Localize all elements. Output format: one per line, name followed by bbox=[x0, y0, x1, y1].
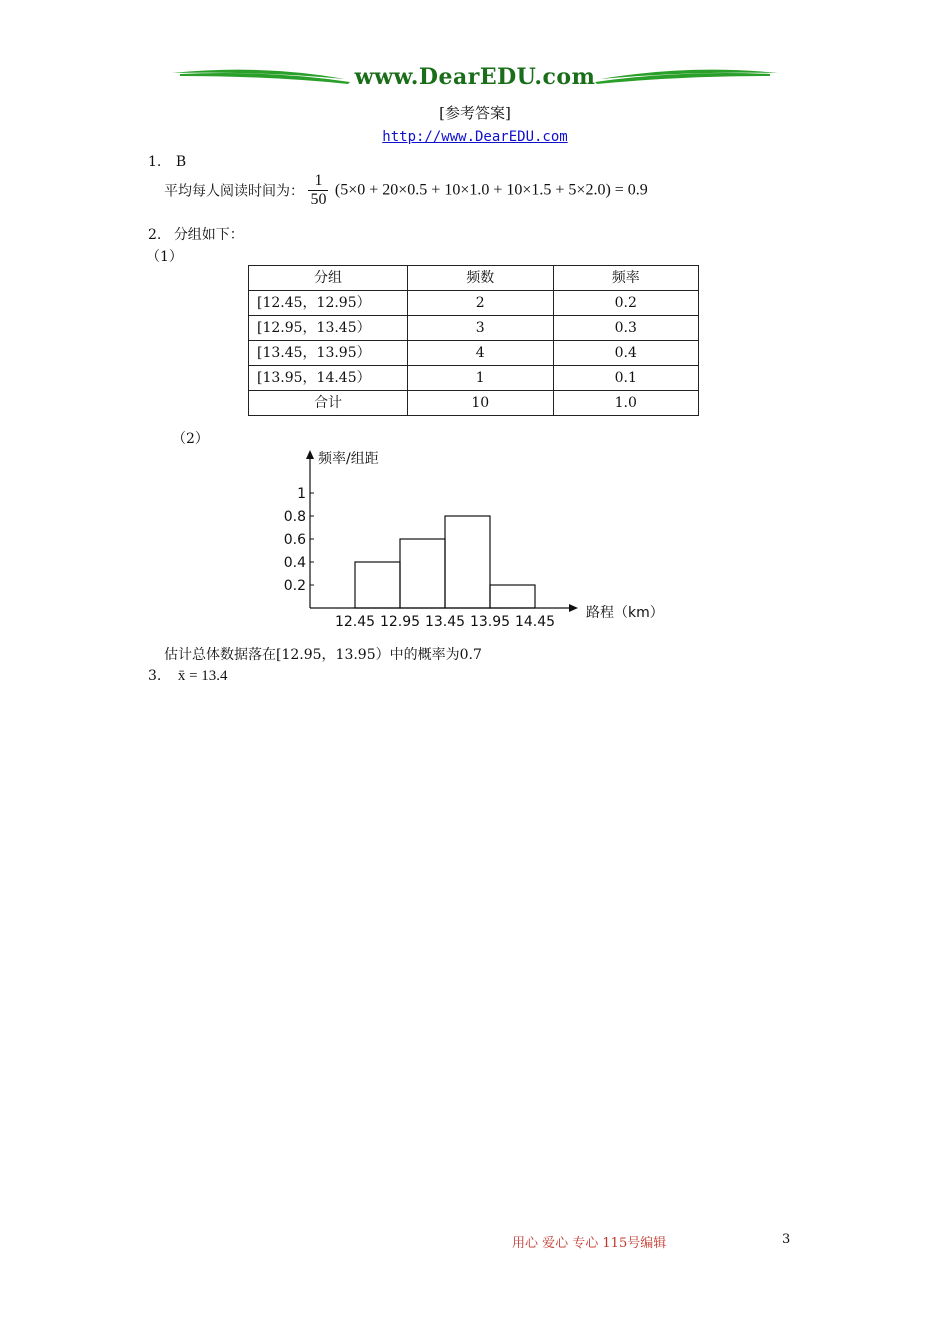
table-cell: [12.95，13.45） bbox=[249, 316, 408, 341]
table-total-row bbox=[249, 391, 699, 416]
x-tick-label: 12.45 bbox=[334, 614, 376, 630]
q1-formula bbox=[164, 172, 648, 209]
q3-line bbox=[148, 668, 228, 685]
table-cell: [13.45，13.95） bbox=[249, 341, 408, 366]
chart-axes bbox=[306, 450, 664, 621]
table-cell: 1 bbox=[408, 366, 554, 391]
site-logo-text: www.DearEDU.com bbox=[354, 64, 596, 90]
x-axis-label: 路程（km） bbox=[586, 605, 664, 621]
x-tick-label: 12.95 bbox=[379, 614, 421, 630]
y-tick-label: 0.6 bbox=[283, 532, 306, 548]
table-cell: 1.0 bbox=[553, 391, 699, 416]
table-row bbox=[249, 291, 699, 316]
x-tick-label: 13.95 bbox=[469, 614, 511, 630]
site-link[interactable]: http://www.DearEDU.com bbox=[382, 129, 568, 145]
y-axis-arrow bbox=[306, 450, 314, 459]
footer-motto: 用心 爱心 专心 115号编辑 bbox=[512, 1236, 667, 1251]
y-tick-label: 0.8 bbox=[283, 509, 306, 525]
fraction-denominator: 50 bbox=[310, 191, 327, 208]
table-cell: 0.3 bbox=[553, 316, 699, 341]
table-header-row bbox=[249, 266, 699, 291]
table-cell: 10 bbox=[408, 391, 554, 416]
y-axis-label: 频率/组距 bbox=[318, 451, 379, 467]
q2-lead: 分组如下： bbox=[173, 227, 244, 243]
q1-number: 1. bbox=[148, 154, 162, 170]
x-axis-arrow bbox=[569, 604, 578, 612]
q3-number: 3. bbox=[148, 668, 162, 684]
table-row bbox=[249, 366, 699, 391]
table-header: 分组 bbox=[249, 266, 408, 291]
y-tick-label: 1 bbox=[297, 486, 306, 502]
q2-number: 2. bbox=[148, 227, 162, 243]
q2-part1-label: （1） bbox=[146, 249, 183, 265]
frequency-table bbox=[248, 265, 699, 416]
table-cell: 0.4 bbox=[553, 341, 699, 366]
table-row bbox=[249, 341, 699, 366]
frequency-histogram bbox=[270, 440, 690, 640]
y-tick-label: 0.4 bbox=[283, 555, 306, 571]
histogram-bar bbox=[445, 516, 490, 608]
q1-fraction bbox=[308, 172, 328, 209]
page-number: 3 bbox=[782, 1232, 791, 1247]
table-cell: 合计 bbox=[249, 391, 408, 416]
table-cell: 0.2 bbox=[553, 291, 699, 316]
answer-title: [参考答案] bbox=[439, 104, 511, 122]
q2-part2-label: （2） bbox=[172, 431, 209, 447]
q2-estimate: 估计总体数据落在[12.95，13.95）中的概率为0.7 bbox=[164, 647, 482, 663]
table-cell: 0.1 bbox=[553, 366, 699, 391]
q1-expression: (5×0 + 20×0.5 + 10×1.0 + 10×1.5 + 5×2.0) = 0.9 bbox=[334, 181, 648, 199]
histogram-bar bbox=[490, 585, 535, 608]
table-cell: [13.95，14.45） bbox=[249, 366, 408, 391]
table-cell: 3 bbox=[408, 316, 554, 341]
q1-line bbox=[148, 154, 186, 170]
q1-answer: B bbox=[175, 154, 187, 170]
q3-expression: x̄ = 13.4 bbox=[177, 668, 228, 684]
q2-line bbox=[148, 224, 244, 244]
histogram-bar bbox=[400, 539, 445, 608]
x-tick-label: 13.45 bbox=[424, 614, 466, 630]
x-tick-label: 14.45 bbox=[514, 614, 556, 630]
q1-lead: 平均每人阅读时间为： bbox=[164, 183, 304, 200]
y-tick-label: 0.2 bbox=[283, 578, 306, 594]
histogram-bar bbox=[355, 562, 400, 608]
table-header: 频率 bbox=[553, 266, 699, 291]
table-header: 频数 bbox=[408, 266, 554, 291]
table-cell: 4 bbox=[408, 341, 554, 366]
table-cell: 2 bbox=[408, 291, 554, 316]
table-cell: [12.45，12.95） bbox=[249, 291, 408, 316]
fraction-numerator: 1 bbox=[314, 172, 323, 189]
table-row bbox=[249, 316, 699, 341]
